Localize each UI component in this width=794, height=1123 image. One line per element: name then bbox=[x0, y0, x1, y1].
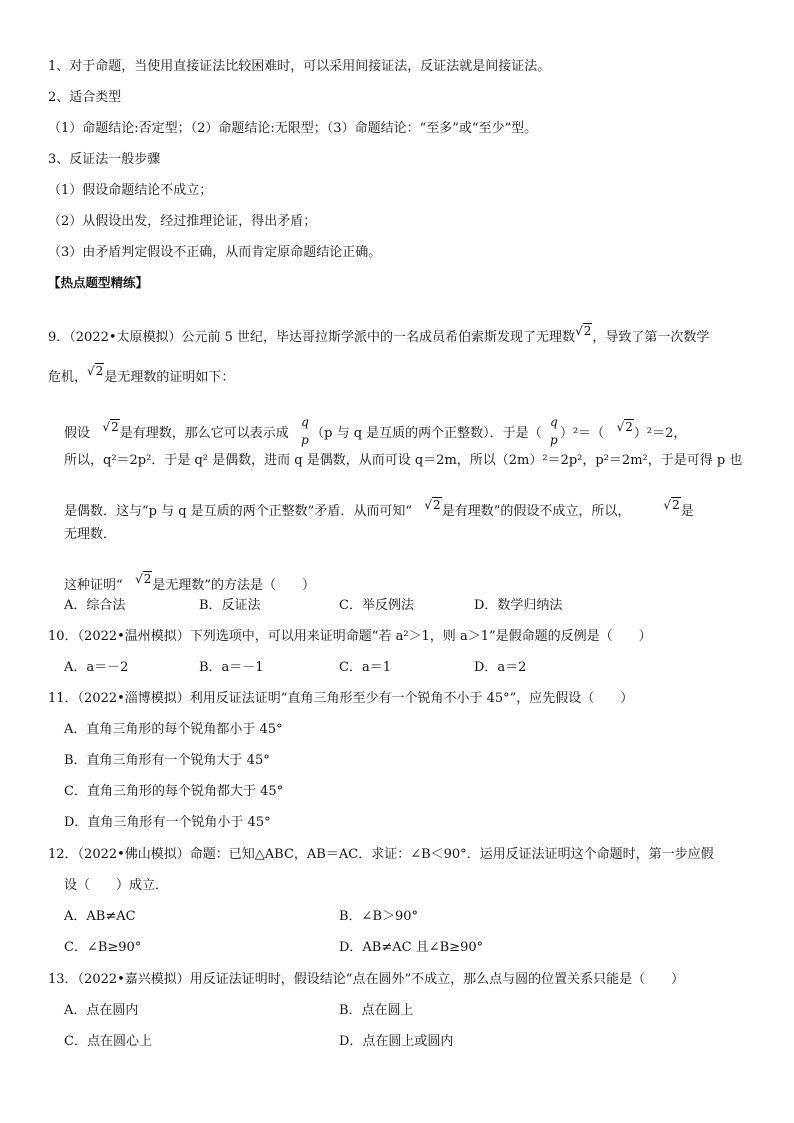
q13-option-a[interactable]: A．点在圆内 bbox=[64, 1003, 139, 1018]
q9-proof-line-3 bbox=[64, 496, 694, 521]
q9-text: （p 与 q 是互质的两个正整数）．于是（ bbox=[311, 426, 542, 441]
q12-option-b[interactable]: B．∠B＞90° bbox=[339, 909, 419, 924]
q10-option-b[interactable]: B．a＝－1 bbox=[199, 660, 264, 675]
q9-text: 是 bbox=[680, 504, 694, 519]
q12-option-d[interactable]: D．AB≠AC 且∠B≥90° bbox=[339, 940, 484, 955]
q9-option-b[interactable]: B．反证法 bbox=[199, 598, 261, 613]
q11-text: 11．（2022•淄博模拟）利用反证法证明“直角三角形至少有一个锐角不小于 45°”，应先假设（ ） bbox=[48, 691, 634, 706]
sqrt-2: √2 bbox=[575, 324, 592, 338]
q12-line-1: 12．（2022•佛山模拟）命题：已知△ABC，AB＝AC．求证：∠B＜90°．运用反证法证明这个命题时，第一步应假 bbox=[48, 847, 714, 862]
sqrt-2: √2 bbox=[135, 572, 152, 586]
q9-text: 是有理数，那么它可以表示成 bbox=[119, 426, 289, 441]
section-title: 【热点题型精练】 bbox=[48, 275, 149, 290]
q9-option-c[interactable]: C．举反例法 bbox=[339, 598, 414, 613]
q9-text: 危机， bbox=[48, 370, 88, 385]
q9-option-d[interactable]: D．数学归纳法 bbox=[474, 598, 563, 613]
q9-proof-line-2: 所以，q²＝2p²．于是 q² 是偶数，进而 q 是偶数，从而可设 q＝2m，所以（2m）²＝2p²，p²＝2m²，于是可得 p 也 bbox=[64, 453, 743, 468]
q12-option-c[interactable]: C．∠B≥90° bbox=[64, 940, 142, 955]
q9-text: 这种证明“ bbox=[64, 578, 123, 593]
intro-line-3: （1）命题结论:否定型；（2）命题结论:无限型；（3）命题结论：“至多”或“至少”型。 bbox=[48, 121, 538, 136]
q9-text: ）²＝（ bbox=[559, 426, 605, 441]
q11-option-a[interactable]: A．直角三角形的每个锐角都小于 45° bbox=[64, 722, 283, 737]
q13-option-b[interactable]: B．点在圆上 bbox=[339, 1003, 414, 1018]
q10-option-c[interactable]: C．a＝1 bbox=[339, 660, 391, 675]
q9-text: ，导致了第一次数学 bbox=[592, 330, 710, 345]
q12-line-2: 设（ ）成立． bbox=[64, 878, 169, 893]
q9-proof-line-1: 假设 √2是有理数，那么它可以表示成 q p （p 与 q 是互质的两个正整数）．于是（ q p ）²＝（ √2）²＝2， bbox=[64, 415, 687, 447]
intro-line-1: 1、对于命题，当使用直接证法比较困难时，可以采用间接证法，反证法就是间接证法。 bbox=[48, 59, 551, 74]
q11-option-b[interactable]: B．直角三角形有一个锐角大于 45° bbox=[64, 753, 270, 768]
q13-option-d[interactable]: D．点在圆上或圆内 bbox=[339, 1034, 454, 1049]
q12-option-a[interactable]: A．AB≠AC bbox=[64, 909, 136, 924]
q9-question bbox=[64, 570, 315, 595]
q9-option-a[interactable]: A．综合法 bbox=[64, 598, 126, 613]
q10-option-a[interactable]: A．a＝－2 bbox=[64, 660, 129, 675]
q10-text: 10．（2022•温州模拟）下列选项中，可以用来证明命题“若 a²＞1，则 a＞1”是假命题的反例是（ ） bbox=[48, 629, 652, 644]
q9-text: 是无理数”的方法是（ ） bbox=[152, 578, 316, 593]
q9-text: 9．（2022•太原模拟）公元前 5 世纪，毕达哥拉斯学派中的一名成员希伯索斯发现了无理数 bbox=[48, 330, 576, 345]
sqrt-2: √2 bbox=[87, 364, 104, 378]
q9-text: 是有理数”的假设不成立，所以， bbox=[441, 504, 631, 519]
q11-option-c[interactable]: C．直角三角形的每个锐角都大于 45° bbox=[64, 784, 284, 799]
q9-text: 假设 bbox=[64, 426, 91, 441]
sqrt-2: √2 bbox=[616, 420, 633, 434]
intro-line-4: 3、反证法一般步骤 bbox=[48, 152, 161, 167]
intro-line-2: 2、适合类型 bbox=[48, 90, 122, 105]
intro-line-7: （3）由矛盾判定假设不正确，从而肯定原命题结论正确。 bbox=[48, 245, 382, 260]
q13-option-c[interactable]: C．点在圆心上 bbox=[64, 1034, 152, 1049]
sqrt-2: √2 bbox=[102, 420, 119, 434]
sqrt-2: √2 bbox=[663, 498, 680, 512]
q9-proof-line-4: 无理数． bbox=[64, 527, 117, 542]
q10-option-d[interactable]: D．a＝2 bbox=[474, 660, 527, 675]
q9-line-2 bbox=[48, 362, 234, 387]
q11-option-d[interactable]: D．直角三角形有一个锐角小于 45° bbox=[64, 815, 271, 830]
q9-line-1 bbox=[48, 322, 709, 347]
q9-text: 是无理数的证明如下： bbox=[104, 370, 235, 385]
q13-text: 13．（2022•嘉兴模拟）用反证法证明时，假设结论“点在圆外”不成立，那么点与圆的位置关系只能是（ ） bbox=[48, 972, 685, 987]
q9-text: 是偶数．这与“p 与 q 是互质的两个正整数”矛盾．从而可知“ bbox=[64, 504, 412, 519]
intro-line-5: （1）假设命题结论不成立； bbox=[48, 183, 213, 198]
q9-text: ）²＝2， bbox=[633, 426, 687, 441]
intro-line-6: （2）从假设出发，经过推理论证，得出矛盾； bbox=[48, 214, 317, 229]
sqrt-2: √2 bbox=[424, 498, 441, 512]
